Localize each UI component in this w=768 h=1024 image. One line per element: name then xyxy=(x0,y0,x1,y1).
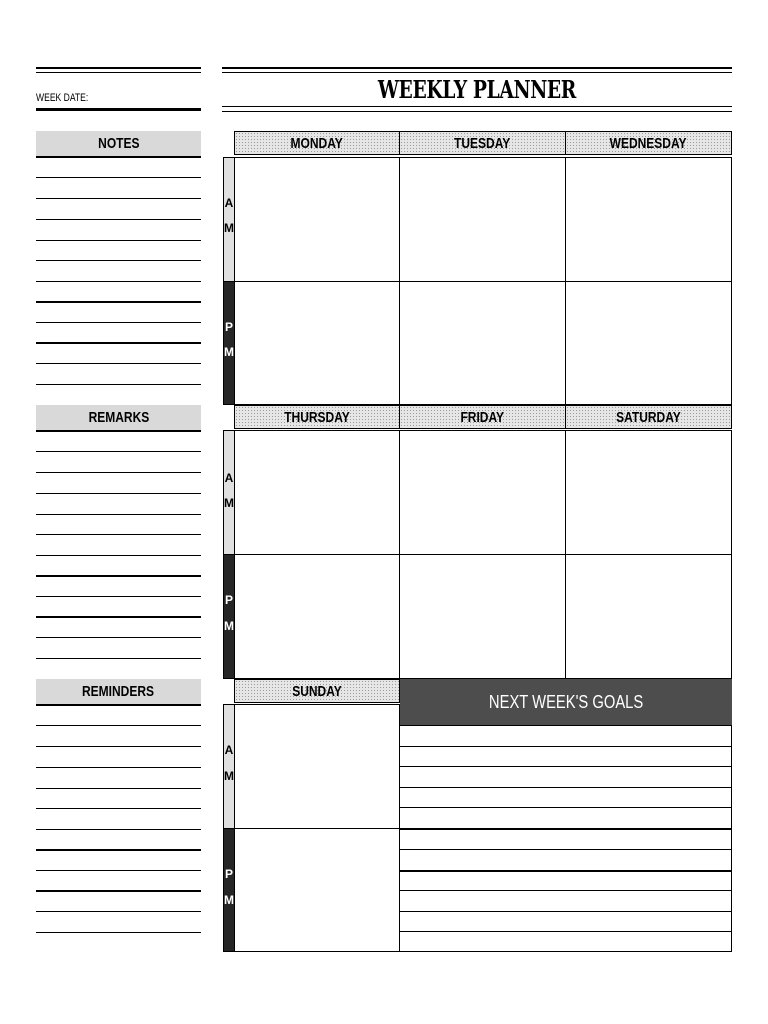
pm-letter-p: P xyxy=(224,593,233,607)
friday-pm-cell[interactable] xyxy=(399,554,566,679)
notes-line[interactable] xyxy=(36,177,201,178)
notes-line[interactable] xyxy=(36,384,201,385)
remarks-line[interactable] xyxy=(36,430,201,432)
week-date-label: WEEK DATE: xyxy=(36,92,89,104)
pm-letter-m: M xyxy=(224,619,234,633)
goals-line[interactable] xyxy=(400,746,732,747)
reminders-line[interactable] xyxy=(36,890,201,892)
goals-line[interactable] xyxy=(400,911,732,912)
wednesday-pm-cell[interactable] xyxy=(565,281,732,405)
goals-line[interactable] xyxy=(400,787,732,788)
notes-label: NOTES xyxy=(97,135,140,152)
monday-pm-cell[interactable] xyxy=(234,281,400,405)
page-title xyxy=(222,72,732,106)
reminders-line[interactable] xyxy=(36,870,201,871)
next-weeks-goals-label: NEXT WEEK'S GOALS xyxy=(488,691,644,712)
page-title-text: WEEKLY PLANNER xyxy=(377,74,577,104)
day-header-monday xyxy=(234,131,400,155)
remarks-line[interactable] xyxy=(36,596,201,597)
day-header-tuesday xyxy=(399,131,566,155)
goals-line[interactable] xyxy=(400,766,732,767)
pm-letter-p: P xyxy=(224,867,233,881)
day-label-saturday: SATURDAY xyxy=(616,408,681,426)
day-label-wednesday: WEDNESDAY xyxy=(610,134,687,152)
thursday-pm-cell[interactable] xyxy=(234,554,400,679)
reminders-line[interactable] xyxy=(36,746,201,747)
tuesday-am-cell[interactable] xyxy=(399,157,566,282)
pm-letter-m: M xyxy=(224,345,234,359)
am-letter-m: M xyxy=(224,496,234,510)
notes-line[interactable] xyxy=(36,240,201,241)
title-under-rule-1 xyxy=(222,106,732,107)
remarks-line[interactable] xyxy=(36,575,201,577)
goals-line[interactable] xyxy=(400,890,732,891)
reminders-line[interactable] xyxy=(36,849,201,851)
notes-header xyxy=(36,131,201,156)
goals-right-border xyxy=(731,725,732,952)
notes-line[interactable] xyxy=(36,198,201,199)
remarks-line[interactable] xyxy=(36,514,201,515)
notes-line[interactable] xyxy=(36,342,201,344)
goals-line[interactable] xyxy=(400,951,732,952)
remarks-line[interactable] xyxy=(36,637,201,638)
am-letter-m: M xyxy=(224,221,234,235)
remarks-line[interactable] xyxy=(36,616,201,618)
reminders-line[interactable] xyxy=(36,932,201,933)
day-label-friday: FRIDAY xyxy=(460,408,505,426)
reminders-line[interactable] xyxy=(36,725,201,726)
saturday-am-cell[interactable] xyxy=(565,430,732,555)
reminders-line[interactable] xyxy=(36,767,201,768)
top-right-rule-1 xyxy=(222,67,732,69)
remarks-line[interactable] xyxy=(36,451,201,452)
saturday-pm-cell[interactable] xyxy=(565,554,732,679)
top-left-rule-1 xyxy=(36,67,201,69)
remarks-label: REMARKS xyxy=(88,409,149,426)
day-label-tuesday: TUESDAY xyxy=(454,134,511,152)
reminders-header xyxy=(36,679,201,704)
remarks-line[interactable] xyxy=(36,658,201,659)
pm-letter-p: P xyxy=(224,320,233,334)
notes-line[interactable] xyxy=(36,156,201,158)
day-header-friday xyxy=(399,405,566,429)
day-header-thursday xyxy=(234,405,400,429)
day-header-wednesday xyxy=(565,131,732,155)
friday-am-cell[interactable] xyxy=(399,430,566,555)
goals-line[interactable] xyxy=(400,828,732,830)
day-label-sunday: SUNDAY xyxy=(292,682,342,700)
thursday-am-cell[interactable] xyxy=(234,430,400,555)
title-under-rule-2 xyxy=(222,111,732,112)
goals-line[interactable] xyxy=(400,931,732,932)
day-label-thursday: THURSDAY xyxy=(284,408,350,426)
notes-line[interactable] xyxy=(36,260,201,261)
notes-line[interactable] xyxy=(36,363,201,364)
wednesday-am-cell[interactable] xyxy=(565,157,732,282)
goals-line[interactable] xyxy=(400,870,732,872)
notes-line[interactable] xyxy=(36,281,201,282)
am-letter-a: A xyxy=(224,471,234,485)
sunday-am-cell[interactable] xyxy=(234,704,400,829)
reminders-line[interactable] xyxy=(36,829,201,830)
tuesday-pm-cell[interactable] xyxy=(399,281,566,405)
top-left-rule-2 xyxy=(36,72,201,73)
notes-line[interactable] xyxy=(36,219,201,220)
am-letter-m: M xyxy=(224,769,234,783)
goals-line[interactable] xyxy=(400,849,732,850)
pm-letter-m: M xyxy=(224,893,234,907)
sunday-pm-cell[interactable] xyxy=(234,828,400,952)
day-header-saturday xyxy=(565,405,732,429)
remarks-line[interactable] xyxy=(36,534,201,535)
notes-line[interactable] xyxy=(36,322,201,323)
reminders-line[interactable] xyxy=(36,911,201,912)
reminders-line[interactable] xyxy=(36,808,201,809)
am-letter-a: A xyxy=(224,743,234,757)
remarks-header xyxy=(36,405,201,430)
goals-line[interactable] xyxy=(400,807,732,808)
reminders-label: REMINDERS xyxy=(82,683,155,700)
day-header-sunday xyxy=(234,679,400,703)
week-date-field-line[interactable] xyxy=(36,108,201,111)
reminders-line[interactable] xyxy=(36,704,201,706)
remarks-line[interactable] xyxy=(36,555,201,556)
monday-am-cell[interactable] xyxy=(234,157,400,282)
goals-line[interactable] xyxy=(400,725,732,726)
notes-line[interactable] xyxy=(36,301,201,303)
next-weeks-goals-header xyxy=(400,679,732,725)
am-letter-a: A xyxy=(224,196,234,210)
reminders-line[interactable] xyxy=(36,788,201,789)
day-label-monday: MONDAY xyxy=(290,134,344,152)
remarks-line[interactable] xyxy=(36,493,201,494)
remarks-line[interactable] xyxy=(36,472,201,473)
